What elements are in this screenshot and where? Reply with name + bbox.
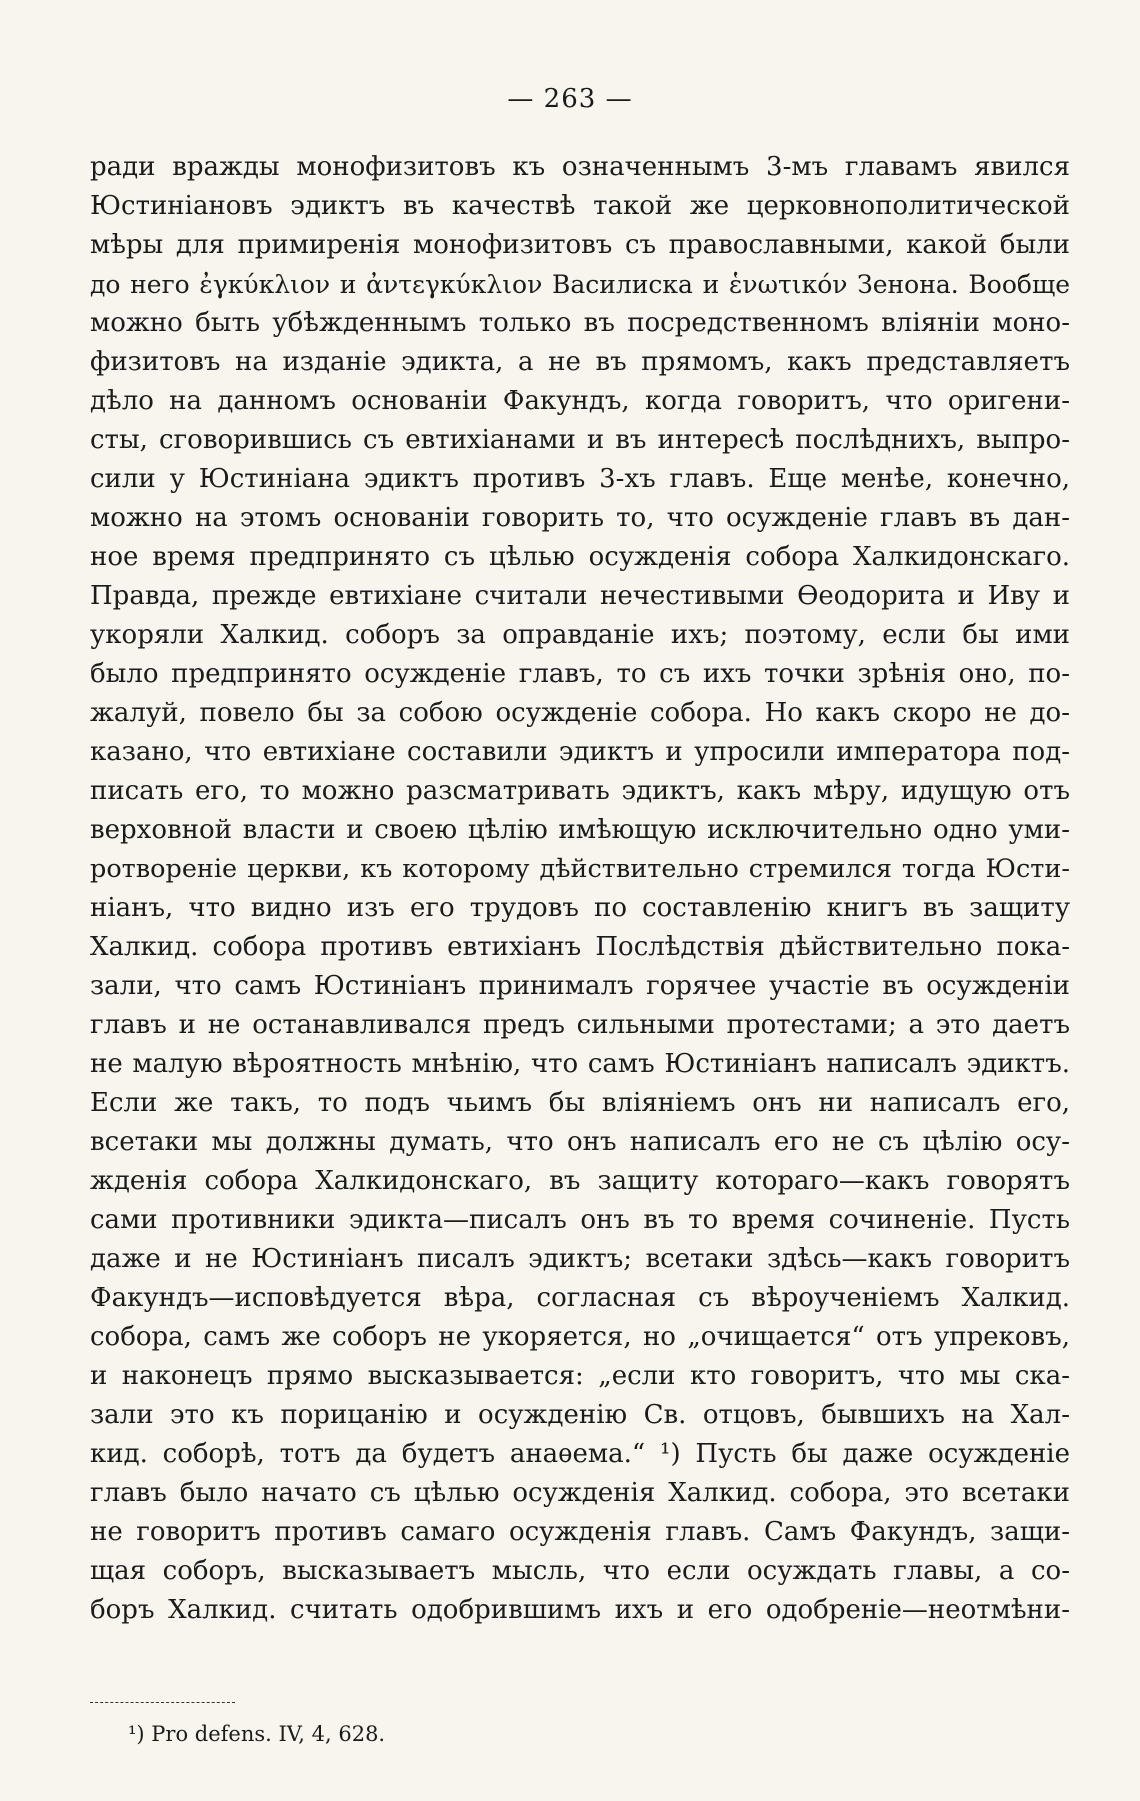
footnote-divider <box>90 1702 235 1703</box>
text-line: верховной власти и своею цѣлію имѣющую исключительно одно уми- <box>90 815 1070 845</box>
text-line: зали, что самъ Юстиніанъ принималъ горячее участіе въ осужденіи <box>90 971 1070 1001</box>
text-line: собора, самъ же соборъ не укоряется, но „очищается“ отъ упрековъ, <box>90 1322 1070 1352</box>
text-line: не говоритъ противъ самаго осужденія главъ. Самъ Факундъ, защи- <box>90 1517 1070 1547</box>
text-line: до него ἐγκύκλιον и ἀντεγκύκλιον Василиска и ἑνωτικόν Зенона. Вообще <box>90 270 1070 299</box>
text-line: Правда, прежде евтихіане считали нечестивыми Ѳеодорита и Иву и <box>90 581 1070 611</box>
text-line: ради вражды монофизитовъ къ означеннымъ 3-мъ главамъ явился <box>90 152 1070 182</box>
text-line: главъ и не останавливался предъ сильными протестами; а это даетъ <box>90 1010 1070 1040</box>
text-line: боръ Халкид. считать одобрившимъ ихъ и его одобреніе—неотмѣни- <box>90 1595 1070 1625</box>
text-line: было предпринято осужденіе главъ, то съ ихъ точки зрѣнія оно, по- <box>90 659 1070 689</box>
text-line: зали это къ порицанію и осужденію Св. отцовъ, бывшихъ на Хал- <box>90 1400 1070 1430</box>
text-line: щая соборъ, высказываетъ мысль, что если осуждать главы, а со- <box>90 1556 1070 1586</box>
text-line: жалуй, повело бы за собою осужденіе собора. Но какъ скоро не до- <box>90 698 1070 728</box>
text-line: Халкид. собора противъ евтихіанъ Послѣдствія дѣйствительно пока- <box>90 932 1070 962</box>
text-line: укоряли Халкид. соборъ за оправданіе ихъ; поэтому, если бы ими <box>90 620 1070 650</box>
text-line: главъ было начато съ цѣлью осужденія Халкид. собора, это всетаки <box>90 1478 1070 1508</box>
text-line: сили у Юстиніана эдиктъ противъ 3-хъ главъ. Еще менѣе, конечно, <box>90 464 1070 494</box>
text-line: всетаки мы должны думать, что онъ написалъ его не съ цѣлію осу- <box>90 1127 1070 1157</box>
text-line: казано, что евтихіане составили эдиктъ и упросили императора под- <box>90 737 1070 767</box>
text-line: можно быть убѣжденнымъ только въ посредственномъ вліяніи моно- <box>90 308 1070 338</box>
text-line: сами противники эдикта—писалъ онъ въ то время сочиненіе. Пусть <box>90 1205 1070 1235</box>
text-line: Если же такъ, то подъ чьимъ бы вліяніемъ онъ ни написалъ его, <box>90 1088 1070 1118</box>
body-text <box>90 148 1070 1630</box>
text-line: ротвореніе церкви, къ которому дѣйствительно стремился тогда Юсти- <box>90 854 1070 884</box>
text-line: мѣры для примиренія монофизитовъ съ православными, какой были <box>90 230 1070 260</box>
text-line: сты, сговорившись съ евтихіанами и въ интересѣ послѣднихъ, выпро- <box>90 425 1070 455</box>
text-line: физитовъ на изданіе эдикта, а не въ прямомъ, какъ представляетъ <box>90 347 1070 377</box>
text-line: кид. соборѣ, тотъ да будетъ анаѳема.“ ¹) Пусть бы даже осужденіе <box>90 1439 1070 1469</box>
text-line: Юстиніановъ эдиктъ въ качествѣ такой же церковнополитической <box>90 191 1070 221</box>
text-line: и наконецъ прямо высказывается: „если кто говоритъ, что мы ска- <box>90 1361 1070 1391</box>
footnote: ¹) Pro defens. IV, 4, 628. <box>128 1722 386 1746</box>
text-line: писать его, то можно разсматривать эдиктъ, какъ мѣру, идущую отъ <box>90 776 1070 806</box>
text-line: ніанъ, что видно изъ его трудовъ по составленію книгъ въ защиту <box>90 893 1070 923</box>
text-line: даже и не Юстиніанъ писалъ эдиктъ; всетаки здѣсь—какъ говоритъ <box>90 1244 1070 1274</box>
text-line: ное время предпринято съ цѣлью осужденія собора Халкидонскаго. <box>90 542 1070 572</box>
text-line: Факундъ—исповѣдуется вѣра, согласная съ вѣроученіемъ Халкид. <box>90 1283 1070 1313</box>
text-line: можно на этомъ основаніи говорить то, что осужденіе главъ въ дан- <box>90 503 1070 533</box>
text-line: жденія собора Халкидонскаго, въ защиту котораго—какъ говорятъ <box>90 1166 1070 1196</box>
text-line: не малую вѣроятность мнѣнію, что самъ Юстиніанъ написалъ эдиктъ. <box>90 1049 1070 1079</box>
page-number: — 263 — <box>507 84 633 114</box>
text-line: дѣло на данномъ основаніи Факундъ, когда говоритъ, что оригени- <box>90 386 1070 416</box>
